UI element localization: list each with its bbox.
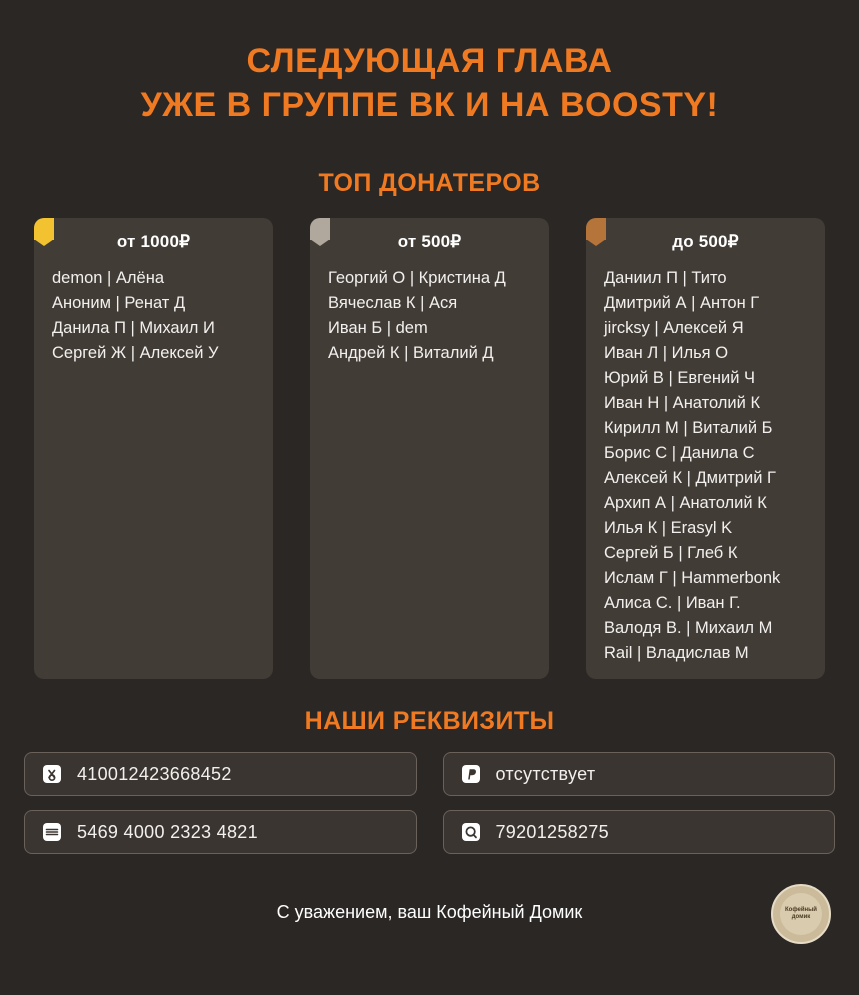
donor-card-tier-3 xyxy=(586,218,825,679)
list-item: Георгий О | Кристина Д xyxy=(328,269,506,288)
requisite-value: отсутствует xyxy=(495,763,596,784)
logo-label: Кофейный домик xyxy=(785,907,817,921)
brand-logo xyxy=(771,884,831,944)
yoomoney-icon xyxy=(39,761,65,787)
requisite-value: 79201258275 xyxy=(495,821,609,842)
requisite-row-sberbank[interactable] xyxy=(24,810,417,854)
paypal-icon xyxy=(458,761,484,787)
headline xyxy=(0,0,859,127)
tier-label-1: от 1000₽ xyxy=(116,232,191,252)
footer-signature: С уважением, ваш Кофейный Домик xyxy=(276,902,583,923)
list-item: Сергей Ж | Алексей У xyxy=(52,344,219,363)
list-item: Аноним | Ренат Д xyxy=(52,294,186,313)
list-item: Вячеслав К | Ася xyxy=(328,294,458,313)
headline-line-1: СЛЕДУЮЩАЯ ГЛАВА xyxy=(246,42,613,80)
requisite-row-qiwi[interactable] xyxy=(443,810,836,854)
list-item: Иван Л | Илья О xyxy=(604,344,729,363)
requisites-grid xyxy=(0,752,859,854)
donors-section-title: ТОП ДОНАТЕРОВ xyxy=(318,169,541,198)
footer xyxy=(0,884,859,954)
list-item: Ислам Г | Hammerbonk xyxy=(604,569,781,588)
list-item: Архип А | Анатолий К xyxy=(604,494,767,513)
donor-card-tier-2 xyxy=(310,218,549,679)
list-item: Алиса С. | Иван Г. xyxy=(604,594,741,613)
tier-label-3: до 500₽ xyxy=(672,232,739,252)
sberbank-icon xyxy=(39,819,65,845)
donor-list-2 xyxy=(328,266,531,366)
donor-list-1 xyxy=(52,266,255,366)
list-item: Rail | Владислав М xyxy=(604,644,749,663)
list-item: Кирилл М | Виталий Б xyxy=(604,419,773,438)
donor-card-tier-1 xyxy=(34,218,273,679)
list-item: Андрей К | Виталий Д xyxy=(328,344,494,363)
list-item: Даниил П | Тито xyxy=(604,269,727,288)
logo-inner xyxy=(780,893,822,935)
list-item: demon | Алёна xyxy=(52,269,165,288)
requisites-section-title: НАШИ РЕКВИЗИТЫ xyxy=(304,707,555,736)
list-item: jircksy | Алексей Я xyxy=(604,319,744,338)
donor-columns xyxy=(0,218,859,679)
list-item: Илья К | Erasyl K xyxy=(604,519,733,538)
requisite-value: 5469 4000 2323 4821 xyxy=(77,821,258,842)
requisite-row-yoomoney[interactable] xyxy=(24,752,417,796)
gold-ribbon-icon xyxy=(34,218,54,240)
list-item: Борис С | Данила С xyxy=(604,444,755,463)
list-item: Данила П | Михаил И xyxy=(52,319,215,338)
tier-label-2: от 500₽ xyxy=(397,232,462,252)
silver-ribbon-icon xyxy=(310,218,330,240)
list-item: Дмитрий А | Антон Г xyxy=(604,294,760,313)
qiwi-icon xyxy=(458,819,484,845)
list-item: Юрий В | Евгений Ч xyxy=(604,369,756,388)
requisite-value: 410012423668452 xyxy=(77,763,232,784)
list-item: Сергей Б | Глеб К xyxy=(604,544,738,563)
requisite-row-paypal[interactable] xyxy=(443,752,836,796)
bronze-ribbon-icon xyxy=(586,218,606,240)
list-item: Валодя В. | Михаил М xyxy=(604,619,773,638)
list-item: Иван Н | Анатолий К xyxy=(604,394,761,413)
list-item: Алексей К | Дмитрий Г xyxy=(604,469,776,488)
donor-list-3 xyxy=(604,266,807,666)
headline-line-2: УЖЕ В ГРУППЕ ВК И НА BOOSTY! xyxy=(140,85,719,124)
list-item: Иван Б | dem xyxy=(328,319,428,338)
